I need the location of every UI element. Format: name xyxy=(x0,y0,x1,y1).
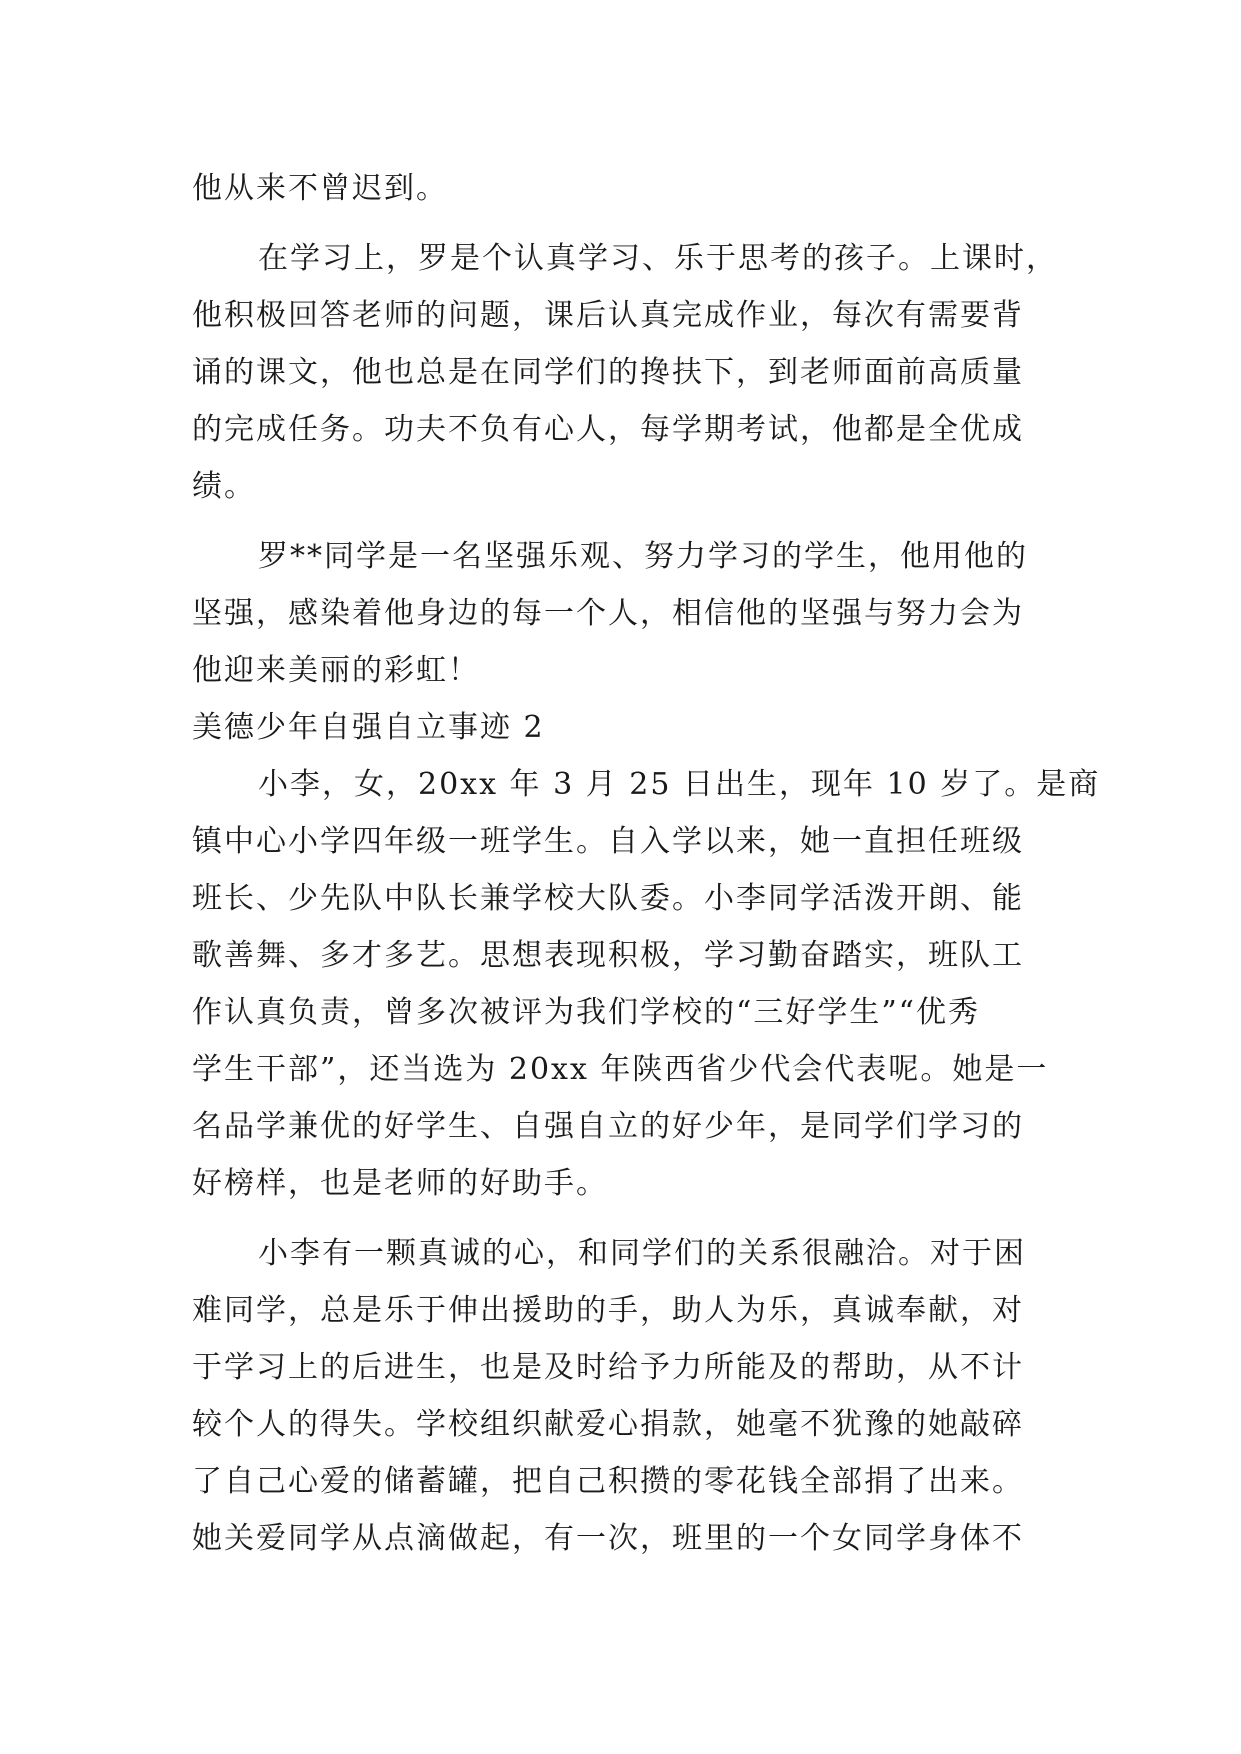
paragraph-first-line: 在学习上，罗是个认真学习、乐于思考的孩子。上课时， xyxy=(258,241,1058,276)
text-line: 他迎来美丽的彩虹！ xyxy=(192,653,480,688)
text-line: 班长、少先队中队长兼学校大队委。小李同学活泼开朗、能 xyxy=(192,881,1024,916)
text-line: 较个人的得失。学校组织献爱心捐款，她毫不犹豫的她敲碎 xyxy=(192,1407,1024,1442)
text-line: 好榜样，也是老师的好助手。 xyxy=(192,1166,608,1201)
text-line: 于学习上的后进生，也是及时给予力所能及的帮助，从不计 xyxy=(192,1350,1024,1385)
text-line: 她关爱同学从点滴做起，有一次，班里的一个女同学身体不 xyxy=(192,1521,1024,1556)
paragraph-first-line: 小李有一颗真诚的心，和同学们的关系很融洽。对于困 xyxy=(258,1236,1026,1271)
text-line: 的完成任务。功夫不负有心人，每学期考试，他都是全优成 xyxy=(192,412,1024,447)
text-line: 难同学，总是乐于伸出援助的手，助人为乐，真诚奉献，对 xyxy=(192,1293,1024,1328)
paragraph-first-line: 罗**同学是一名坚强乐观、努力学习的学生，他用他的 xyxy=(258,539,1028,574)
text-line: 绩。 xyxy=(192,469,256,504)
text-line: 诵的课文，他也总是在同学们的搀扶下，到老师面前高质量 xyxy=(192,355,1024,390)
text-line: 他积极回答老师的问题，课后认真完成作业，每次有需要背 xyxy=(192,298,1024,333)
body-text xyxy=(192,160,1101,1567)
text-line: 他从来不曾迟到。 xyxy=(192,171,448,206)
section-heading: 美德少年自强自立事迹 2 xyxy=(192,710,545,745)
text-line: 歌善舞、多才多艺。思想表现积极，学习勤奋踏实，班队工 xyxy=(192,938,1024,973)
text-line: 学生干部”，还当选为 20xx 年陕西省少代会代表呢。她是一 xyxy=(192,1052,1049,1087)
paragraph-first-line: 小李，女，20xx 年 3 月 25 日出生，现年 10 岁了。是商 xyxy=(258,767,1101,802)
text-line: 作认真负责，曾多次被评为我们学校的“三好学生”“优秀 xyxy=(192,995,981,1030)
text-line: 坚强，感染着他身边的每一个人，相信他的坚强与努力会为 xyxy=(192,596,1024,631)
text-line: 镇中心小学四年级一班学生。自入学以来，她一直担任班级 xyxy=(192,824,1024,859)
text-line: 了自己心爱的储蓄罐，把自己积攒的零花钱全部捐了出来。 xyxy=(192,1464,1024,1499)
text-line: 名品学兼优的好学生、自强自立的好少年，是同学们学习的 xyxy=(192,1109,1024,1144)
